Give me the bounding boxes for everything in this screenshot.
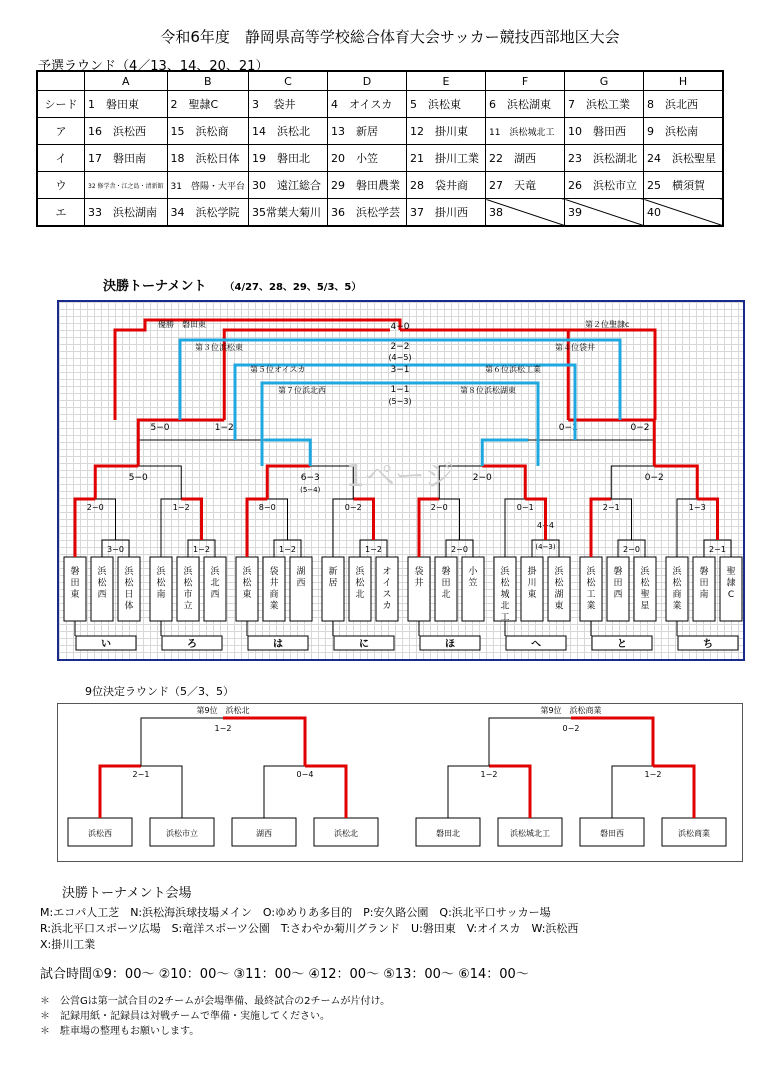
winner-line xyxy=(223,718,305,766)
placing-line xyxy=(482,440,528,466)
team-name: 西 xyxy=(296,578,306,589)
team-name: 磐田北 xyxy=(436,829,460,838)
team-name: 浜 xyxy=(183,567,193,577)
group-header-F: F xyxy=(486,71,565,91)
team-name: 業 xyxy=(586,601,596,612)
team-cell: 5 浜松東 xyxy=(407,91,486,118)
team-name: 浜 xyxy=(672,567,682,577)
team-name: 浜 xyxy=(554,567,564,577)
pk-label: (5−4) xyxy=(300,486,321,494)
group-header-D: D xyxy=(328,71,407,91)
team-name: 浜松西 xyxy=(88,829,112,838)
seventh-label: 第７位浜北西 xyxy=(278,386,326,395)
team-name: オ xyxy=(382,567,392,577)
row-label: ウ xyxy=(37,172,85,199)
team-name: カ xyxy=(382,601,392,612)
team-name: 星 xyxy=(640,601,650,612)
team-name: 浜松城北工 xyxy=(510,829,550,838)
team-cell: 15 浜松商 xyxy=(167,118,248,145)
team-name: 袋 xyxy=(414,567,424,577)
score-label: 2−0 xyxy=(451,545,468,554)
team-name: 浜 xyxy=(97,567,107,577)
team-name: 磐田西 xyxy=(600,829,624,838)
team-name: 立 xyxy=(183,601,193,612)
venue-label: ろ xyxy=(187,639,197,650)
team-name: 市 xyxy=(183,590,193,600)
score-label: 0−2 xyxy=(344,503,362,512)
team-cell: 38 xyxy=(486,199,565,227)
team-name: 東 xyxy=(527,590,537,600)
team-name: 北 xyxy=(441,590,451,600)
team-cell: 19 磐田北 xyxy=(249,145,328,172)
team-name: 西 xyxy=(97,590,107,600)
team-name: 西 xyxy=(210,590,220,600)
score-label: 3−1 xyxy=(390,365,410,375)
score-label: 1−2 xyxy=(193,545,210,554)
team-name: 袋 xyxy=(269,567,279,577)
eighth-label: 第８位浜松湖東 xyxy=(460,386,516,395)
team-cell: 36 浜松学芸 xyxy=(328,199,407,227)
team-name: 城 xyxy=(500,590,510,600)
group-header-H: H xyxy=(644,71,724,91)
team-name: 磐 xyxy=(441,567,451,577)
team-name: 聖 xyxy=(726,567,736,577)
team-name: 浜 xyxy=(355,567,365,577)
team-name: 業 xyxy=(672,601,682,612)
venue-label: ほ xyxy=(445,639,455,650)
page-watermark: 1ページ xyxy=(345,459,455,494)
score-label: 2−1 xyxy=(602,503,620,512)
team-name: 湖西 xyxy=(256,829,272,838)
score-label: 4−4 xyxy=(537,521,554,530)
team-name: 工 xyxy=(586,590,596,600)
team-cell: 34 浜松学院 xyxy=(167,199,248,227)
winner-line xyxy=(224,330,390,420)
ninth-winner-label: 第9位 浜松商業 xyxy=(540,706,602,715)
team-name: 北 xyxy=(210,578,220,589)
team-name: 田 xyxy=(613,578,623,589)
sixth-label: 第６位浜松工業 xyxy=(485,365,541,374)
group-header-G: G xyxy=(565,71,644,91)
group-header-A: A xyxy=(85,71,168,91)
team-name: 松 xyxy=(500,578,510,589)
team-cell: 9 浜松南 xyxy=(644,118,724,145)
team-name: 松 xyxy=(183,578,193,589)
team-cell: 33 浜松湖南 xyxy=(85,199,168,227)
score-label: 0−2 xyxy=(630,423,650,433)
team-name: 松 xyxy=(355,578,365,589)
fourth-label: 第４位袋井 xyxy=(555,343,595,352)
team-cell: 27 天竜 xyxy=(486,172,565,199)
team-name: 松 xyxy=(156,578,166,589)
team-name: 松 xyxy=(124,578,134,589)
pk-label: (4−5) xyxy=(388,353,412,362)
prelim-heading: 予選ラウンド（4／13、14、20、21） xyxy=(38,59,269,74)
venue-label: は xyxy=(273,639,283,650)
team-name: 井 xyxy=(269,578,279,589)
team-name: 浜 xyxy=(210,567,220,577)
row-label: シード xyxy=(37,91,85,118)
champion-label: 優勝 磐田東 xyxy=(158,320,206,329)
team-name: 居 xyxy=(328,578,338,589)
venue-label: へ xyxy=(531,639,541,650)
score-label: 0−4 xyxy=(296,770,314,779)
ninth-winner-label: 第9位 浜松北 xyxy=(196,706,250,715)
score-label: 5−0 xyxy=(128,473,148,483)
team-name: 田 xyxy=(699,578,709,589)
placing-line xyxy=(180,340,620,420)
team-cell: 3 袋井 xyxy=(249,91,328,118)
score-label: 6−3 xyxy=(300,473,320,483)
team-cell: 32 修学舎・江之島・清新館 xyxy=(85,172,168,199)
score-label: 1−2 xyxy=(172,503,190,512)
team-name: 松 xyxy=(640,578,650,589)
team-name: 掛 xyxy=(527,567,537,577)
team-name: 松 xyxy=(554,578,564,589)
team-cell: 37 掛川西 xyxy=(407,199,486,227)
venue-label: い xyxy=(101,639,111,650)
team-name: イ xyxy=(382,578,392,589)
team-cell: 25 横須賀 xyxy=(644,172,724,199)
team-name: 東 xyxy=(554,601,564,612)
score-label: 0−1 xyxy=(558,423,578,433)
team-name: 湖 xyxy=(296,567,306,577)
placing-line xyxy=(262,383,538,466)
team-cell: 29 磐田農業 xyxy=(328,172,407,199)
score-label: 2−0 xyxy=(472,473,492,483)
team-name: 北 xyxy=(355,590,365,600)
final-heading: 決勝トーナメント （4/27、28、29、5/3、5） xyxy=(103,279,362,294)
team-name: 浜 xyxy=(156,567,166,577)
score-label: 1−2 xyxy=(214,423,234,433)
row-label: エ xyxy=(37,199,85,227)
bracket-line xyxy=(138,440,310,466)
team-name: 田 xyxy=(70,578,80,589)
final-score: 4−0 xyxy=(390,322,410,332)
note: ＊ 駐車場の整理もお願いします。 xyxy=(40,1026,200,1037)
score-label: 1−2 xyxy=(480,770,498,779)
score-label: 1−2 xyxy=(365,545,382,554)
team-name: 松 xyxy=(586,578,596,589)
team-name: 商 xyxy=(269,590,279,600)
venue-label: に xyxy=(359,639,369,650)
team-cell: 6 浜松湖東 xyxy=(486,91,565,118)
team-name: 南 xyxy=(699,590,709,600)
score-label: 8−0 xyxy=(258,503,276,512)
note: ＊ 記録用紙・記録員は対戦チームで準備・実施してください。 xyxy=(40,1011,330,1022)
group-header-B: B xyxy=(167,71,248,91)
team-cell: 17 磐田南 xyxy=(85,145,168,172)
score-label: 2−0 xyxy=(623,545,640,554)
score-label: 1−2 xyxy=(279,545,296,554)
venue-title: 決勝トーナメント会場 xyxy=(62,886,192,901)
team-name: C xyxy=(727,590,735,600)
team-name: 磐 xyxy=(699,567,709,577)
team-cell: 12 掛川東 xyxy=(407,118,486,145)
team-cell: 13 新居 xyxy=(328,118,407,145)
team-name: 北 xyxy=(500,601,510,612)
team-name: 日 xyxy=(124,590,134,600)
team-cell: 22 湖西 xyxy=(486,145,565,172)
ninth-heading: 9位決定ラウンド（5／3、5） xyxy=(85,685,234,698)
placing-line xyxy=(264,440,310,466)
team-name: 松 xyxy=(672,578,682,589)
venue-line: M:エコパ人工芝 N:浜松海浜球技場メイン O:ゆめりあ多目的 P:安久路公園 Q:浜北平口サッカー場 xyxy=(40,906,551,919)
score-label: 0−2 xyxy=(562,724,580,733)
team-cell: 4 オイスカ xyxy=(328,91,407,118)
score-label: 2−0 xyxy=(86,503,104,512)
score-label: 0−2 xyxy=(644,473,664,483)
score-label: 3−0 xyxy=(107,545,124,554)
winner-line xyxy=(571,718,653,766)
venue-line: X:掛川工業 xyxy=(40,938,96,951)
team-name: 南 xyxy=(156,590,166,600)
team-name: 西 xyxy=(613,590,623,600)
team-name: 東 xyxy=(242,590,252,600)
score-label: 2−2 xyxy=(390,342,410,352)
team-name: 浜 xyxy=(586,567,596,577)
team-cell: 20 小笠 xyxy=(328,145,407,172)
team-name: 磐 xyxy=(70,567,80,577)
team-cell: 31 啓陽・大平台 xyxy=(167,172,248,199)
second-label: 第２位聖隷c xyxy=(585,320,630,329)
score-label: 2−1 xyxy=(709,545,726,554)
document-title: 令和6年度 静岡県高等学校総合体育大会サッカー競技西部地区大会 xyxy=(160,28,620,46)
group-header-E: E xyxy=(407,71,486,91)
team-cell: 18 浜松日体 xyxy=(167,145,248,172)
score-label: 2−1 xyxy=(132,770,150,779)
team-name: 川 xyxy=(527,578,537,589)
bracket-line xyxy=(482,440,654,466)
team-name: 井 xyxy=(414,578,424,589)
team-name: 磐 xyxy=(613,567,623,577)
team-name: ス xyxy=(382,590,392,600)
team-cell: 11 浜松城北工 xyxy=(486,118,565,145)
team-name: 聖 xyxy=(640,590,650,600)
team-name: 松 xyxy=(242,578,252,589)
team-cell: 7 浜松工業 xyxy=(565,91,644,118)
team-name: 湖 xyxy=(554,590,564,600)
third-label: 第３位浜松東 xyxy=(195,343,243,352)
group-header-C: C xyxy=(249,71,328,91)
team-cell: 40 xyxy=(644,199,724,227)
team-name: 笠 xyxy=(468,578,478,589)
score-label: 1−2 xyxy=(644,770,662,779)
team-name: 浜 xyxy=(500,567,510,577)
team-name: 松 xyxy=(97,578,107,589)
score-label: 1−1 xyxy=(390,385,410,395)
team-name: 浜 xyxy=(640,567,650,577)
score-label: 1−3 xyxy=(688,503,706,512)
team-name: 小 xyxy=(468,567,478,577)
team-name: 体 xyxy=(124,601,134,612)
team-name: 業 xyxy=(269,601,279,612)
pk-label: (4−3) xyxy=(535,543,556,551)
team-cell: 8 浜北西 xyxy=(644,91,724,118)
team-cell: 10 磐田西 xyxy=(565,118,644,145)
team-cell: 24 浜松聖星 xyxy=(644,145,724,172)
team-name: 新 xyxy=(328,567,338,577)
team-name: 浜松商業 xyxy=(678,829,710,838)
team-cell: 28 袋井商 xyxy=(407,172,486,199)
score-label: 5−0 xyxy=(150,423,170,433)
team-cell: 14 浜松北 xyxy=(249,118,328,145)
row-label: ア xyxy=(37,118,85,145)
winner-line xyxy=(410,330,568,420)
team-name: 浜 xyxy=(242,567,252,577)
winner-line xyxy=(400,330,655,420)
fifth-label: 第５位オイスカ xyxy=(250,365,306,374)
venue-line: R:浜北平口スポーツ広場 S:竜洋スポーツ公園 T:さわやか菊川グランド U:磐田東 V:オイスカ W:浜松西 xyxy=(40,922,579,935)
team-cell: 2 聖隷C xyxy=(167,91,248,118)
pk-label: (5−3) xyxy=(388,397,412,406)
team-name: 浜 xyxy=(124,567,134,577)
score-label: 0−1 xyxy=(516,503,534,512)
team-name: 浜松市立 xyxy=(166,829,198,838)
team-cell: 21 掛川工業 xyxy=(407,145,486,172)
final-dates: （4/27、28、29、5/3、5） xyxy=(224,282,362,293)
score-label: 2−0 xyxy=(430,503,448,512)
team-name: 工 xyxy=(500,613,510,623)
team-cell: 23 浜松湖北 xyxy=(565,145,644,172)
team-name: 商 xyxy=(672,590,682,600)
venue-label: ち xyxy=(703,639,713,650)
team-cell: 16 浜松西 xyxy=(85,118,168,145)
team-cell: 39 xyxy=(565,199,644,227)
team-cell: 26 浜松市立 xyxy=(565,172,644,199)
team-name: 東 xyxy=(70,590,80,600)
team-cell: 35常葉大菊川 xyxy=(249,199,328,227)
team-cell: 1 磐田東 xyxy=(85,91,168,118)
score-label: 1−2 xyxy=(214,724,232,733)
team-name: 隷 xyxy=(726,578,736,589)
match-times: 試合時間①9：00〜 ②10：00〜 ③11：00〜 ④12：00〜 ⑤13：00〜 ⑥14：00〜 xyxy=(40,967,529,982)
note: ＊ 公営Gは第一試合目の2チームが会場準備、最終試合の2チームが片付け。 xyxy=(40,996,391,1007)
venue-label: と xyxy=(617,639,627,650)
team-name: 田 xyxy=(441,578,451,589)
row-label: イ xyxy=(37,145,85,172)
team-cell: 30 遠江総合 xyxy=(249,172,328,199)
team-name: 浜松北 xyxy=(334,829,358,838)
